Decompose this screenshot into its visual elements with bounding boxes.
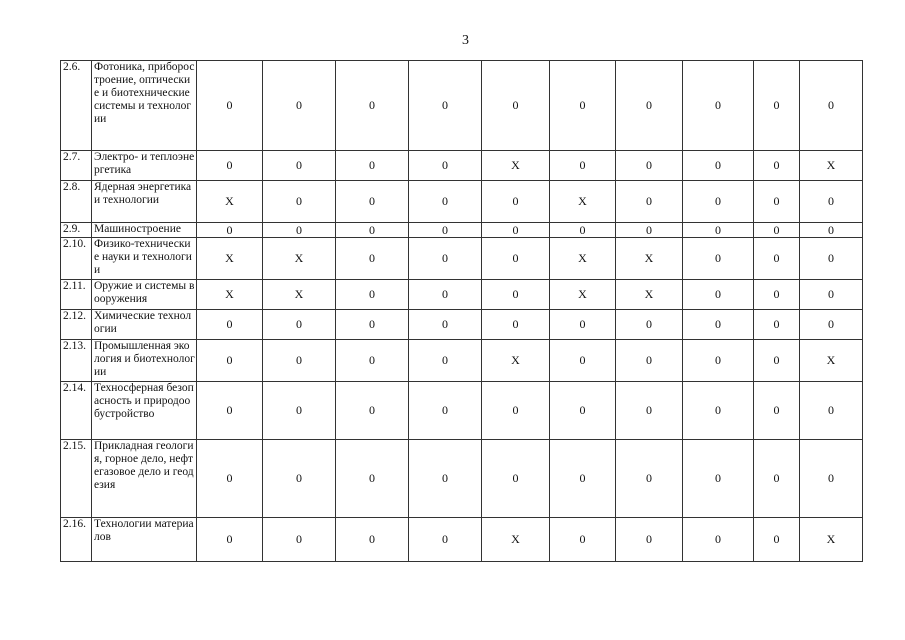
cell-value: 0 — [336, 340, 409, 382]
cell-value: 0 — [754, 151, 800, 181]
cell-value: 0 — [616, 382, 683, 440]
cell-value: 0 — [683, 223, 754, 238]
cell-value: 0 — [683, 440, 754, 518]
cell-value: 0 — [409, 280, 482, 310]
table-row — [61, 151, 863, 181]
cell-value: 0 — [754, 310, 800, 340]
cell-value: 0 — [616, 223, 683, 238]
cell-value: X — [616, 280, 683, 310]
cell-value: X — [197, 181, 263, 223]
row-number: 2.13. — [61, 340, 92, 382]
cell-value: 0 — [683, 151, 754, 181]
cell-value: 0 — [197, 340, 263, 382]
cell-value: 0 — [409, 382, 482, 440]
table-row — [61, 280, 863, 310]
cell-value: 0 — [683, 181, 754, 223]
cell-value: 0 — [336, 382, 409, 440]
cell-value: X — [550, 280, 616, 310]
cell-value: X — [616, 238, 683, 280]
row-title: Техносферная безопасность и природообустройство — [92, 382, 197, 440]
cell-value: 0 — [197, 518, 263, 562]
cell-value: 0 — [336, 151, 409, 181]
cell-value: 0 — [409, 61, 482, 151]
cell-value: X — [800, 518, 863, 562]
cell-value: 0 — [263, 440, 336, 518]
cell-value: 0 — [409, 310, 482, 340]
cell-value: 0 — [754, 181, 800, 223]
cell-value: 0 — [336, 223, 409, 238]
cell-value: 0 — [754, 238, 800, 280]
cell-value: X — [800, 151, 863, 181]
row-number: 2.10. — [61, 238, 92, 280]
table-row — [61, 382, 863, 440]
table-row — [61, 310, 863, 340]
cell-value: 0 — [263, 340, 336, 382]
cell-value: 0 — [482, 310, 550, 340]
cell-value: 0 — [616, 440, 683, 518]
cell-value: 0 — [800, 310, 863, 340]
cell-value: 0 — [409, 340, 482, 382]
cell-value: 0 — [263, 518, 336, 562]
cell-value: 0 — [754, 223, 800, 238]
row-title: Физико-технические науки и технологии — [92, 238, 197, 280]
cell-value: 0 — [683, 382, 754, 440]
row-title: Прикладная геология, горное дело, нефтегазовое дело и геодезия — [92, 440, 197, 518]
cell-value: 0 — [336, 440, 409, 518]
row-title: Технологии материалов — [92, 518, 197, 562]
row-title: Химические технологии — [92, 310, 197, 340]
row-number: 2.16. — [61, 518, 92, 562]
row-number: 2.11. — [61, 280, 92, 310]
cell-value: 0 — [263, 151, 336, 181]
cell-value: 0 — [263, 181, 336, 223]
cell-value: 0 — [800, 440, 863, 518]
cell-value: 0 — [616, 61, 683, 151]
cell-value: 0 — [800, 280, 863, 310]
cell-value: 0 — [336, 181, 409, 223]
cell-value: 0 — [482, 61, 550, 151]
cell-value: 0 — [550, 310, 616, 340]
row-title: Промышленная экология и биотехнологии — [92, 340, 197, 382]
cell-value: X — [482, 151, 550, 181]
cell-value: 0 — [197, 223, 263, 238]
cell-value: 0 — [683, 340, 754, 382]
cell-value: X — [800, 340, 863, 382]
cell-value: 0 — [336, 310, 409, 340]
row-number: 2.12. — [61, 310, 92, 340]
cell-value: 0 — [683, 280, 754, 310]
table-row — [61, 181, 863, 223]
cell-value: 0 — [197, 440, 263, 518]
cell-value: 0 — [263, 223, 336, 238]
cell-value: 0 — [336, 61, 409, 151]
specialty-matrix-table — [60, 60, 863, 562]
cell-value: 0 — [482, 440, 550, 518]
cell-value: X — [550, 181, 616, 223]
cell-value: 0 — [754, 440, 800, 518]
row-number: 2.9. — [61, 223, 92, 238]
table-body — [61, 61, 863, 562]
cell-value: 0 — [754, 340, 800, 382]
cell-value: 0 — [550, 518, 616, 562]
cell-value: X — [197, 280, 263, 310]
cell-value: 0 — [754, 382, 800, 440]
cell-value: 0 — [550, 340, 616, 382]
cell-value: 0 — [800, 61, 863, 151]
cell-value: 0 — [409, 151, 482, 181]
cell-value: 0 — [616, 181, 683, 223]
row-title: Фотоника, приборостроение, оптические и биотехнические системы и технологии — [92, 61, 197, 151]
cell-value: 0 — [482, 382, 550, 440]
cell-value: 0 — [800, 223, 863, 238]
row-number: 2.14. — [61, 382, 92, 440]
cell-value: X — [550, 238, 616, 280]
cell-value: 0 — [550, 151, 616, 181]
cell-value: 0 — [754, 61, 800, 151]
cell-value: X — [482, 340, 550, 382]
page-number: 3 — [462, 33, 469, 48]
row-number: 2.15. — [61, 440, 92, 518]
cell-value: 0 — [409, 181, 482, 223]
cell-value: 0 — [550, 382, 616, 440]
cell-value: 0 — [197, 151, 263, 181]
cell-value: X — [263, 280, 336, 310]
cell-value: 0 — [336, 518, 409, 562]
row-title: Электро- и теплоэнергетика — [92, 151, 197, 181]
cell-value: X — [482, 518, 550, 562]
cell-value: X — [263, 238, 336, 280]
cell-value: 0 — [683, 238, 754, 280]
row-title: Ядерная энергетика и технологии — [92, 181, 197, 223]
row-number: 2.8. — [61, 181, 92, 223]
cell-value: 0 — [616, 310, 683, 340]
table-row — [61, 340, 863, 382]
row-title: Машиностроение — [92, 223, 197, 238]
cell-value: 0 — [754, 280, 800, 310]
row-title: Оружие и системы вооружения — [92, 280, 197, 310]
cell-value: 0 — [616, 151, 683, 181]
cell-value: 0 — [409, 440, 482, 518]
cell-value: 0 — [336, 238, 409, 280]
cell-value: 0 — [550, 61, 616, 151]
cell-value: 0 — [616, 518, 683, 562]
row-number: 2.7. — [61, 151, 92, 181]
table-row — [61, 440, 863, 518]
cell-value: 0 — [263, 61, 336, 151]
cell-value: 0 — [197, 310, 263, 340]
cell-value: 0 — [683, 518, 754, 562]
cell-value: 0 — [409, 238, 482, 280]
table-row — [61, 518, 863, 562]
cell-value: 0 — [197, 382, 263, 440]
cell-value: 0 — [800, 238, 863, 280]
cell-value: 0 — [197, 61, 263, 151]
cell-value: 0 — [482, 223, 550, 238]
cell-value: 0 — [616, 340, 683, 382]
cell-value: 0 — [263, 382, 336, 440]
cell-value: 0 — [482, 238, 550, 280]
row-number: 2.6. — [61, 61, 92, 151]
cell-value: 0 — [409, 223, 482, 238]
cell-value: 0 — [263, 310, 336, 340]
table-row — [61, 238, 863, 280]
cell-value: 0 — [800, 181, 863, 223]
cell-value: 0 — [683, 310, 754, 340]
cell-value: 0 — [550, 223, 616, 238]
cell-value: 0 — [683, 61, 754, 151]
table-row — [61, 223, 863, 238]
cell-value: 0 — [336, 280, 409, 310]
cell-value: 0 — [550, 440, 616, 518]
cell-value: X — [197, 238, 263, 280]
cell-value: 0 — [482, 280, 550, 310]
cell-value: 0 — [482, 181, 550, 223]
cell-value: 0 — [409, 518, 482, 562]
cell-value: 0 — [754, 518, 800, 562]
table-row — [61, 61, 863, 151]
cell-value: 0 — [800, 382, 863, 440]
